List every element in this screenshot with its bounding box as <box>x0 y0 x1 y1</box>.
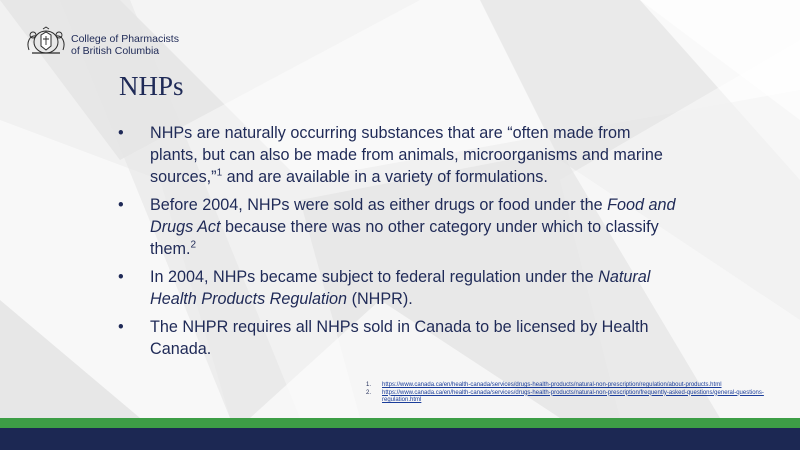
bullet-item <box>118 194 678 260</box>
college-crest-icon <box>24 26 68 56</box>
reference-item <box>366 390 800 405</box>
bullet-item <box>118 266 678 310</box>
bullet-item <box>118 316 678 360</box>
bullet-text-tail: because there was no other category under which to classify them. <box>150 218 659 258</box>
bullet-item <box>118 122 678 188</box>
act-name: Food and Drugs Act <box>150 196 676 236</box>
reference-number: 2. <box>366 389 372 396</box>
reference-item <box>366 382 800 390</box>
footer-green-stripe <box>0 418 800 428</box>
org-name <box>71 33 179 57</box>
reference-list <box>366 382 800 405</box>
slide-title: NHPs <box>119 71 184 101</box>
reference-number: 1. <box>366 382 372 388</box>
org-name-line1: College of Pharmacists <box>71 33 179 45</box>
regulation-name: Natural Health Products Regulation <box>150 268 651 308</box>
bullet-text: NHPs are naturally occurring substances that are “often made from plants, but can also be made from animals, microorganisms and marine sources,” <box>150 124 663 186</box>
bullet-text: In 2004, NHPs became subject to federal regulation under the <box>150 268 599 286</box>
bullet-text-tail: and are available in a variety of formulations. <box>222 168 548 186</box>
bullet-text-tail: (NHPR). <box>347 290 413 308</box>
footer-navy-bar <box>0 428 800 450</box>
bullet-text: Before 2004, NHPs were sold as either drugs or food under the <box>150 196 608 214</box>
org-name-line2: of British Columbia <box>71 45 160 57</box>
reference-link[interactable]: https://www.canada.ca/en/health-canada/services/drugs-health-products/natural-non-prescription/frequently-asked-questions/general-questions-regulation.html <box>382 389 764 403</box>
footnote-marker: 2 <box>190 239 197 251</box>
footnote-marker: 1 <box>216 167 223 179</box>
college-logo <box>24 26 179 57</box>
bullet-text: The NHPR requires all NHPs sold in Canada to be licensed by Health Canada. <box>150 318 649 358</box>
reference-link[interactable]: https://www.canada.ca/en/health-canada/services/drugs-health-products/natural-non-prescription/regulation/about-products.html <box>382 382 722 388</box>
bullet-list <box>118 122 678 366</box>
